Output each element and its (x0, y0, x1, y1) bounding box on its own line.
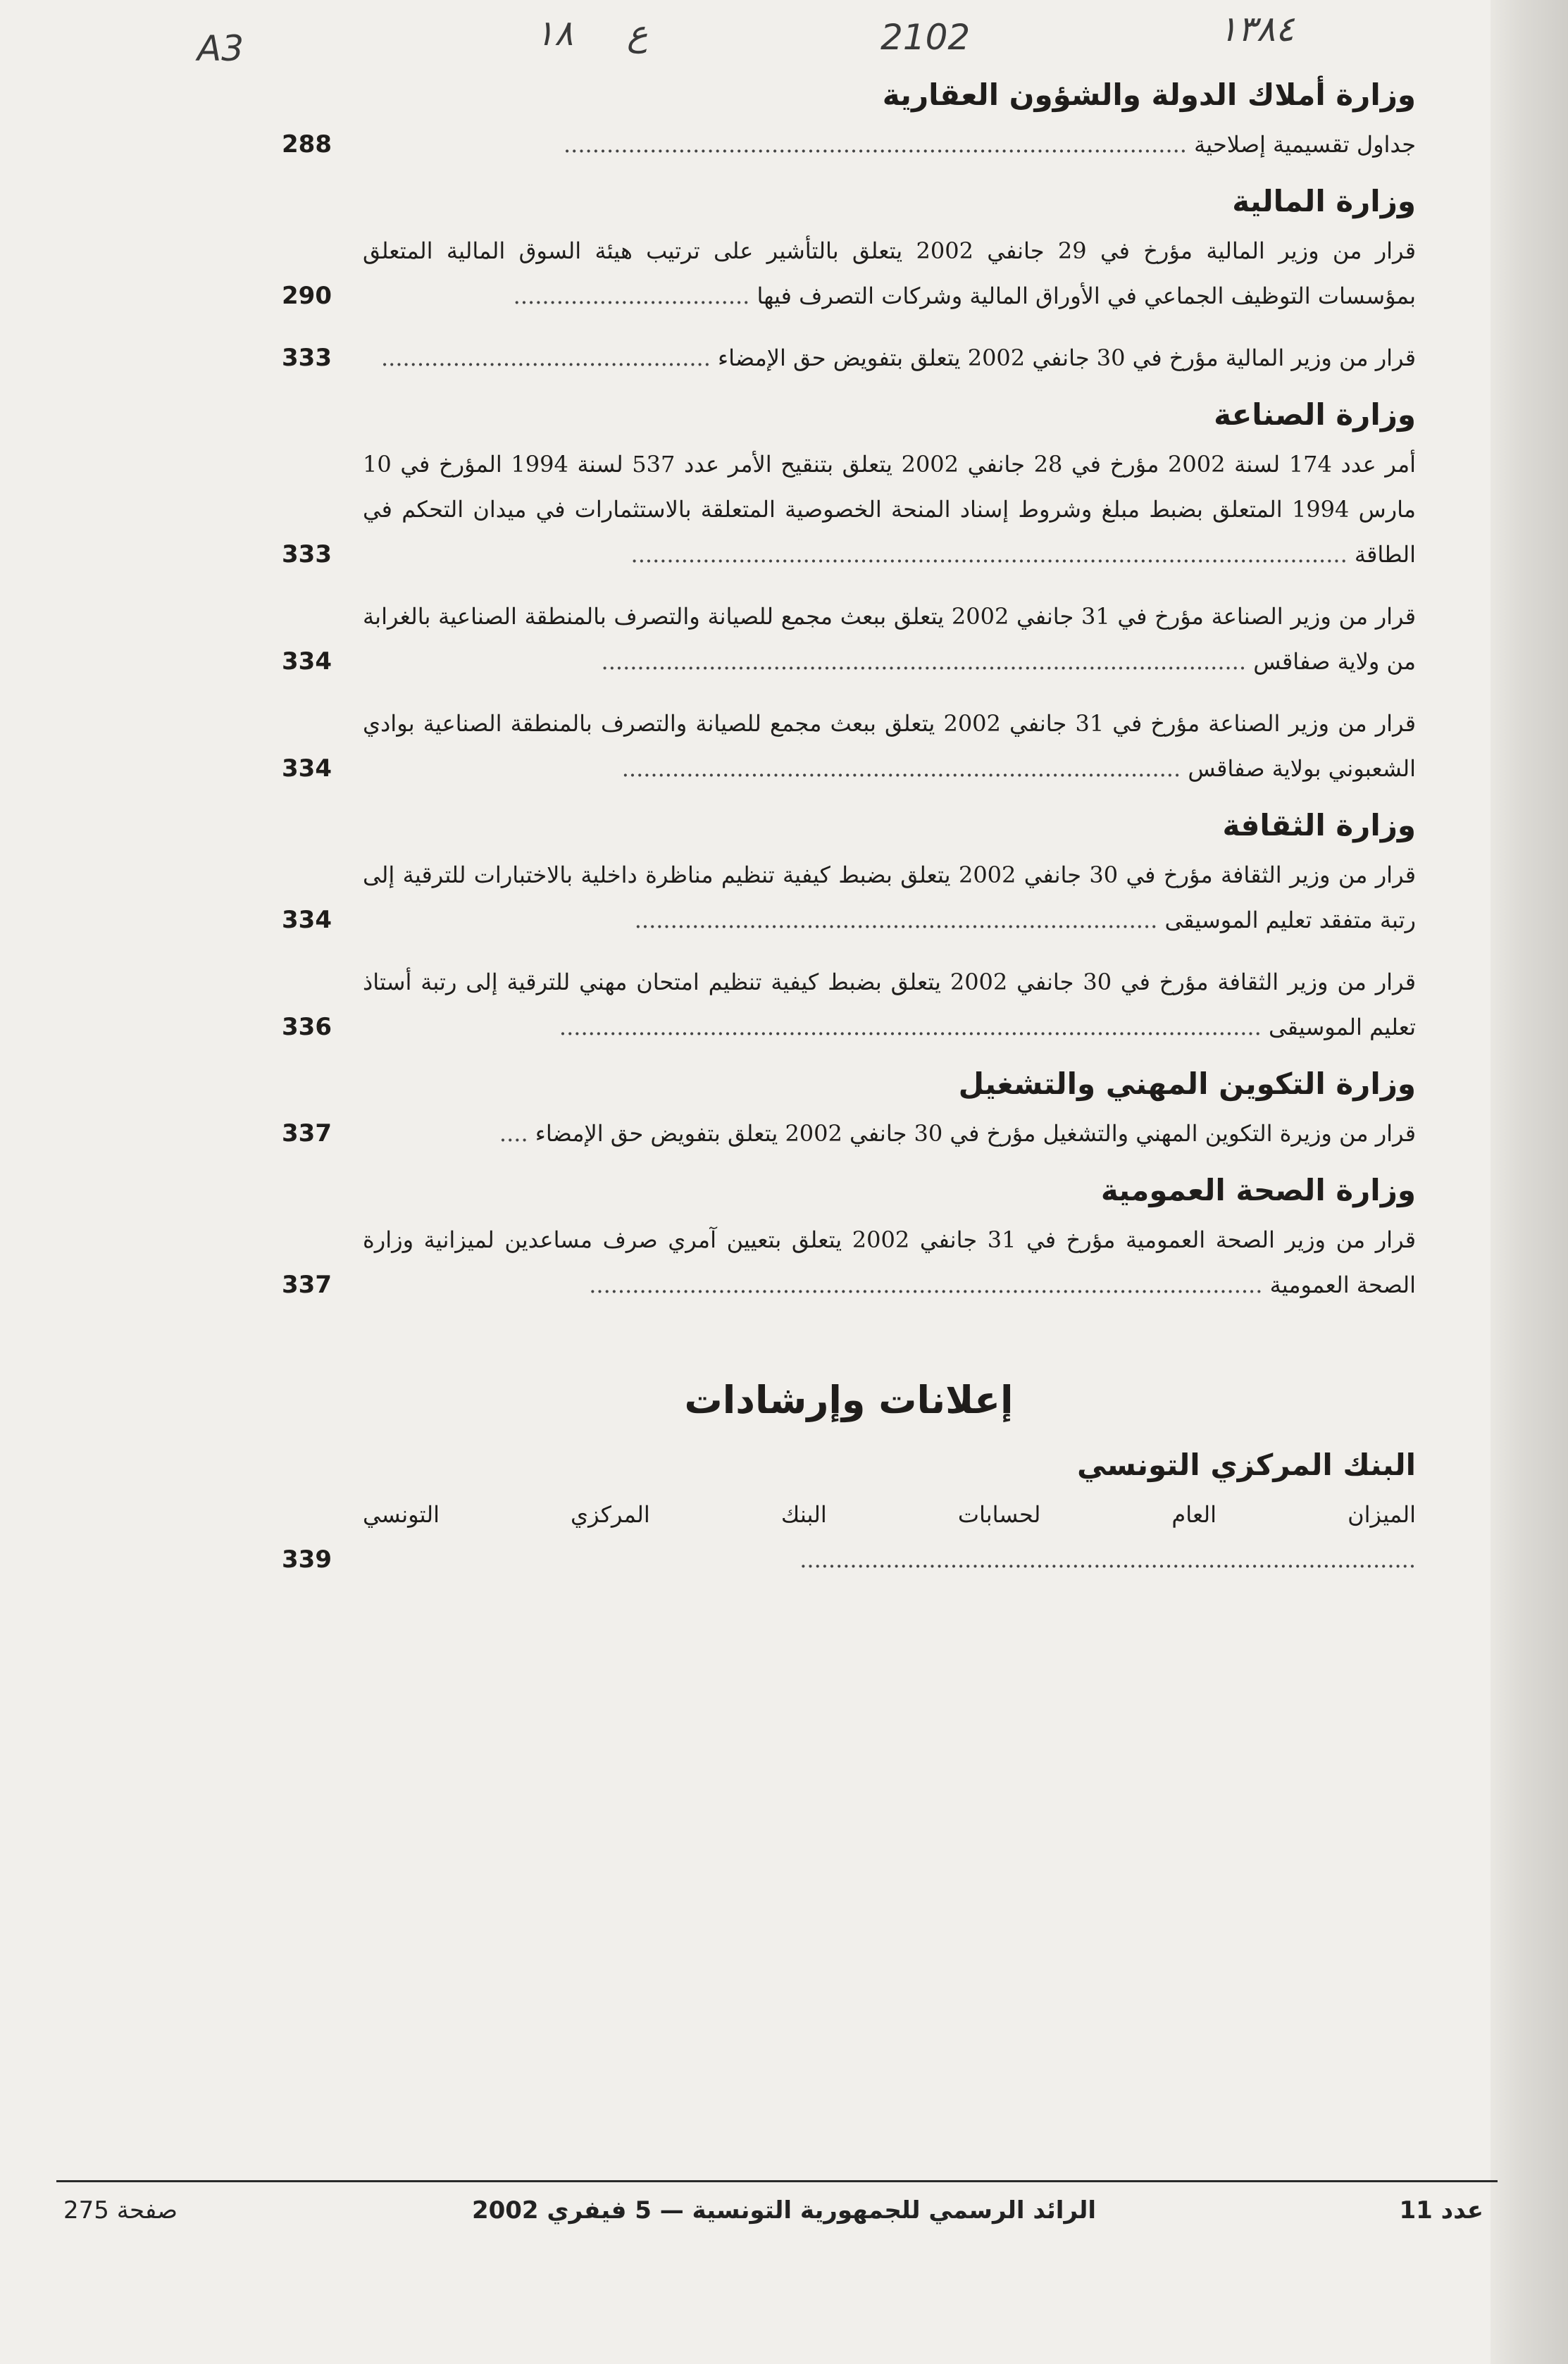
leader-dots: .............................................................................. (621, 755, 1181, 782)
leader-dots: ................................. (513, 282, 750, 309)
ministry-section (282, 1066, 1416, 1156)
entry-text: الميزان العام لحسابات البنك المركزي التونسي (363, 1501, 1416, 1528)
entry-page-number: 334 (282, 906, 332, 934)
entry-text: أمر عدد 174 لسنة 2002 مؤرخ في 28 جانفي 2002 يتعلق بتنقيح الأمر عدد 537 لسنة 1994 المؤرخ في 10 مارس 1994 المتعلق بضبط مبلغ وشروط إسناد المنحة الخصوصية المتعلقة بالاستثمارات في ميدان التحكم في الطاقة (363, 451, 1417, 568)
entry-page-number: 288 (282, 130, 332, 158)
leader-dots: ....................................................................................... (564, 131, 1187, 158)
footer-rule (56, 2180, 1498, 2182)
footer-page-number: صفحة 275 (63, 2196, 178, 2225)
ministry-section (282, 77, 1416, 167)
announcements-title: إعلانات وإرشادات (684, 1378, 1014, 1422)
toc-entry (282, 959, 1416, 1050)
ministry-heading: وزارة الثقافة (1222, 808, 1416, 842)
handwritten-mark-letter: ع (627, 13, 648, 54)
entry-text: قرار من وزيرة التكوين المهني والتشغيل مؤرخ في 30 جانفي 2002 يتعلق بتفويض حق الإمضاء (535, 1120, 1416, 1147)
toc-entry (282, 228, 1416, 318)
entry-text: قرار من وزير الصناعة مؤرخ في 31 جانفي 2002 يتعلق ببعث مجمع للصيانة والتصرف بالمنطقة الصناعية بوادي الشعبوني بولاية صفاقس (363, 710, 1417, 782)
entry-text: قرار من وزير المالية مؤرخ في 30 جانفي 2002 يتعلق بتفويض حق الإمضاء (718, 344, 1416, 371)
entry-page-number: 333 (282, 344, 332, 372)
toc-entry (282, 442, 1416, 577)
ministry-heading: وزارة المالية (1232, 184, 1416, 218)
leader-dots: ......................................................................... (634, 907, 1158, 933)
toc-entry (282, 1111, 1416, 1156)
footer-issue-number: عدد 11 (1399, 2196, 1483, 2225)
ministry-heading: وزارة الصناعة (1214, 397, 1416, 432)
table-of-contents (282, 77, 1416, 1599)
entry-text: قرار من وزير الصحة العمومية مؤرخ في 31 جانفي 2002 يتعلق بتعيين آمري صرف مساعدين لميزانية وزارة الصحة العمومية (363, 1226, 1417, 1298)
toc-entry (282, 335, 1416, 380)
ministry-heading: وزارة أملاك الدولة والشؤون العقارية (882, 77, 1416, 112)
announcements-section (282, 1448, 1416, 1582)
toc-entry (282, 1492, 1416, 1582)
leader-dots: .................................................................................................. (559, 1014, 1262, 1040)
ministry-heading: وزارة الصحة العمومية (1100, 1173, 1416, 1207)
ministry-heading: البنك المركزي التونسي (1077, 1448, 1416, 1482)
entry-page-number: 334 (282, 754, 332, 783)
leader-dots: .... (499, 1120, 528, 1147)
entry-page-number: 339 (282, 1545, 332, 1574)
leader-dots: .................................................................................................... (630, 541, 1348, 568)
entry-text: قرار من وزير الصناعة مؤرخ في 31 جانفي 2002 يتعلق ببعث مجمع للصيانة والتصرف بالمنطقة الصناعية بالغرابة من ولاية صفاقس (363, 603, 1416, 675)
entry-text: قرار من وزير الثقافة مؤرخ في 30 جانفي 2002 يتعلق بضبط كيفية تنظيم مناظرة داخلية بالاختبارات للترقية إلى رتبة متفقد تعليم الموسيقى (363, 861, 1417, 933)
entry-page-number: 333 (282, 540, 332, 568)
toc-entry (282, 122, 1416, 167)
ministry-section (282, 1173, 1416, 1307)
ministry-section (282, 184, 1416, 380)
ministry-section (282, 397, 1416, 791)
entry-page-number: 290 (282, 282, 332, 310)
entry-text: جداول تقسيمية إصلاحية (1194, 131, 1416, 158)
footer-journal-title: الرائد الرسمي للجمهورية التونسية — 5 فيفري 2002 (471, 2196, 1097, 2225)
ministry-heading: وزارة التكوين المهني والتشغيل (958, 1066, 1416, 1101)
handwritten-mark-number: ١٨ (535, 13, 573, 54)
handwritten-mark-left: A3 (197, 28, 244, 69)
leader-dots: .......................................................................................... (601, 648, 1247, 675)
toc-entry (282, 701, 1416, 791)
toc-entry (282, 1217, 1416, 1307)
ministry-section (282, 808, 1416, 1050)
toc-entry (282, 852, 1416, 943)
entry-page-number: 336 (282, 1013, 332, 1041)
leader-dots: ...................................................................................... (799, 1546, 1416, 1573)
entry-text: قرار من وزير الثقافة مؤرخ في 30 جانفي 2002 يتعلق بضبط كيفية تنظيم امتحان مهني للترقية إلى رتبة أستاذ تعليم الموسيقى (363, 969, 1417, 1040)
entry-page-number: 334 (282, 647, 332, 676)
entry-page-number: 337 (282, 1271, 332, 1299)
handwritten-mark-year: 2102 (881, 17, 971, 58)
handwritten-mark-right: ١٣٨٤ (1219, 8, 1295, 49)
leader-dots: .............................................................................................. (589, 1271, 1263, 1298)
entry-page-number: 337 (282, 1119, 332, 1147)
entry-text: قرار من وزير المالية مؤرخ في 29 جانفي 2002 يتعلق بالتأشير على ترتيب هيئة السوق المالية المتعلق بمؤسسات التوظيف الجماعي في الأوراق المالية وشركات التصرف فيها (363, 237, 1417, 309)
adjacent-page-edge (1491, 0, 1568, 2364)
toc-entry (282, 594, 1416, 684)
leader-dots: .............................................. (380, 344, 711, 371)
